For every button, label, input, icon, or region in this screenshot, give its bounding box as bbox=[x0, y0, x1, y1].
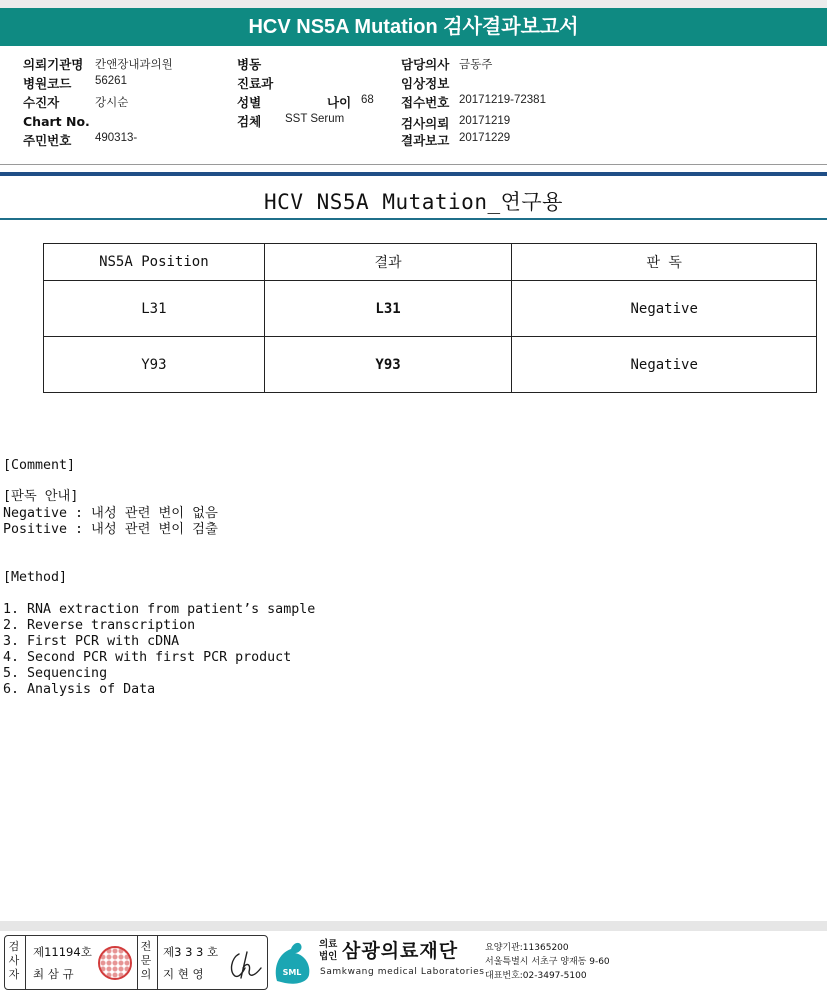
sex-label: 성별 bbox=[237, 95, 262, 110]
logo-text: SML bbox=[282, 968, 302, 977]
position-cell: L31 bbox=[44, 281, 265, 337]
top-band bbox=[0, 0, 827, 8]
table-row bbox=[44, 337, 817, 393]
request-date-value: 20171219 bbox=[459, 115, 511, 127]
seal-stamp-icon bbox=[98, 946, 132, 980]
position-cell: Y93 bbox=[44, 337, 265, 393]
org-phone: 대표번호:02-3497-5100 bbox=[485, 971, 587, 981]
inspector-label: 검사자 bbox=[8, 940, 20, 981]
sml-logo-icon bbox=[271, 937, 315, 985]
org-prefix bbox=[319, 939, 337, 963]
chart-no-label: Chart No. bbox=[23, 114, 90, 129]
method-step: 2. Reverse transcription bbox=[3, 618, 196, 633]
request-date-label: 검사의뢰 bbox=[401, 116, 450, 131]
hospital-code-label: 병원코드 bbox=[23, 76, 72, 91]
result-cell: L31 bbox=[264, 281, 512, 337]
doctor-label: 담당의사 bbox=[401, 57, 450, 72]
patient-label: 수진자 bbox=[23, 95, 60, 110]
guide-heading: [판독 안내] bbox=[3, 489, 79, 504]
reviewer-license: 제3 3 3 호 bbox=[163, 945, 219, 959]
comment-heading: [Comment] bbox=[3, 458, 76, 473]
divider bbox=[137, 936, 138, 989]
org-address: 서울특별시 서초구 양재동 9-60 bbox=[485, 957, 610, 967]
negative-guide: Negative : 내성 관련 변이 없음 bbox=[3, 506, 218, 521]
method-step: 4. Second PCR with first PCR product bbox=[3, 650, 292, 665]
specimen-label: 검체 bbox=[237, 114, 262, 129]
signature-icon bbox=[227, 948, 265, 980]
institution-code: 요양기관:11365200 bbox=[485, 943, 569, 953]
department-label: 진료과 bbox=[237, 76, 274, 91]
receipt-label: 접수번호 bbox=[401, 95, 450, 110]
interpretation-cell: Negative bbox=[512, 337, 817, 393]
method-step: 5. Sequencing bbox=[3, 666, 108, 681]
org-name-english: Samkwang medical Laboratories bbox=[320, 967, 485, 977]
column-header-position: NS5A Position bbox=[44, 244, 265, 281]
patient-value: 강시순 bbox=[95, 97, 129, 109]
method-step: 1. RNA extraction from patient’s sample bbox=[3, 602, 316, 617]
org-prefix-top: 의료 bbox=[319, 939, 338, 950]
footer-band bbox=[0, 921, 827, 931]
receipt-value: 20171219-72381 bbox=[459, 94, 546, 106]
interpretation-cell: Negative bbox=[512, 281, 817, 337]
info-divider bbox=[0, 164, 827, 165]
resident-id-label: 주민번호 bbox=[23, 133, 72, 148]
table-header-row bbox=[44, 244, 817, 281]
report-title: HCV NS5A Mutation 검사결과보고서 bbox=[0, 8, 827, 46]
divider bbox=[25, 936, 26, 989]
report-date-label: 결과보고 bbox=[401, 133, 450, 148]
results-table bbox=[43, 243, 817, 393]
resident-id-value: 490313- bbox=[95, 132, 138, 144]
column-header-interpretation: 판 독 bbox=[512, 244, 817, 281]
org-name: 삼광의료재단 bbox=[342, 940, 459, 962]
signature-box bbox=[4, 935, 268, 990]
patient-info bbox=[0, 46, 827, 164]
divider bbox=[157, 936, 158, 989]
table-row bbox=[44, 281, 817, 337]
column-header-result: 결과 bbox=[264, 244, 512, 281]
clinical-info-label: 임상정보 bbox=[401, 76, 450, 91]
ward-label: 병동 bbox=[237, 57, 262, 72]
method-step: 6. Analysis of Data bbox=[3, 682, 156, 697]
result-cell: Y93 bbox=[264, 337, 512, 393]
method-heading: [Method] bbox=[3, 570, 68, 585]
age-value: 68 bbox=[361, 94, 374, 106]
hospital-code-value: 56261 bbox=[95, 75, 127, 87]
institution-label: 의뢰기관명 bbox=[23, 57, 84, 72]
reviewer-name: 지 현 영 bbox=[163, 967, 204, 981]
reviewer-label: 전문의 bbox=[140, 940, 152, 981]
org-prefix-bottom: 법인 bbox=[319, 951, 338, 962]
specimen-value: SST Serum bbox=[285, 113, 345, 125]
doctor-value: 금동주 bbox=[459, 59, 493, 71]
section-title: HCV NS5A Mutation_연구용 bbox=[264, 190, 563, 214]
section-title-underline bbox=[0, 218, 827, 220]
header-rule bbox=[0, 172, 827, 176]
inspector-name: 최 삼 규 bbox=[33, 967, 74, 981]
positive-guide: Positive : 내성 관련 변이 검출 bbox=[3, 522, 218, 537]
inspector-license: 제11194호 bbox=[33, 945, 92, 959]
age-label: 나이 bbox=[327, 95, 352, 110]
report-date-value: 20171229 bbox=[459, 132, 511, 144]
method-step: 3. First PCR with cDNA bbox=[3, 634, 180, 649]
institution-value: 칸앤장내과의원 bbox=[95, 59, 173, 71]
